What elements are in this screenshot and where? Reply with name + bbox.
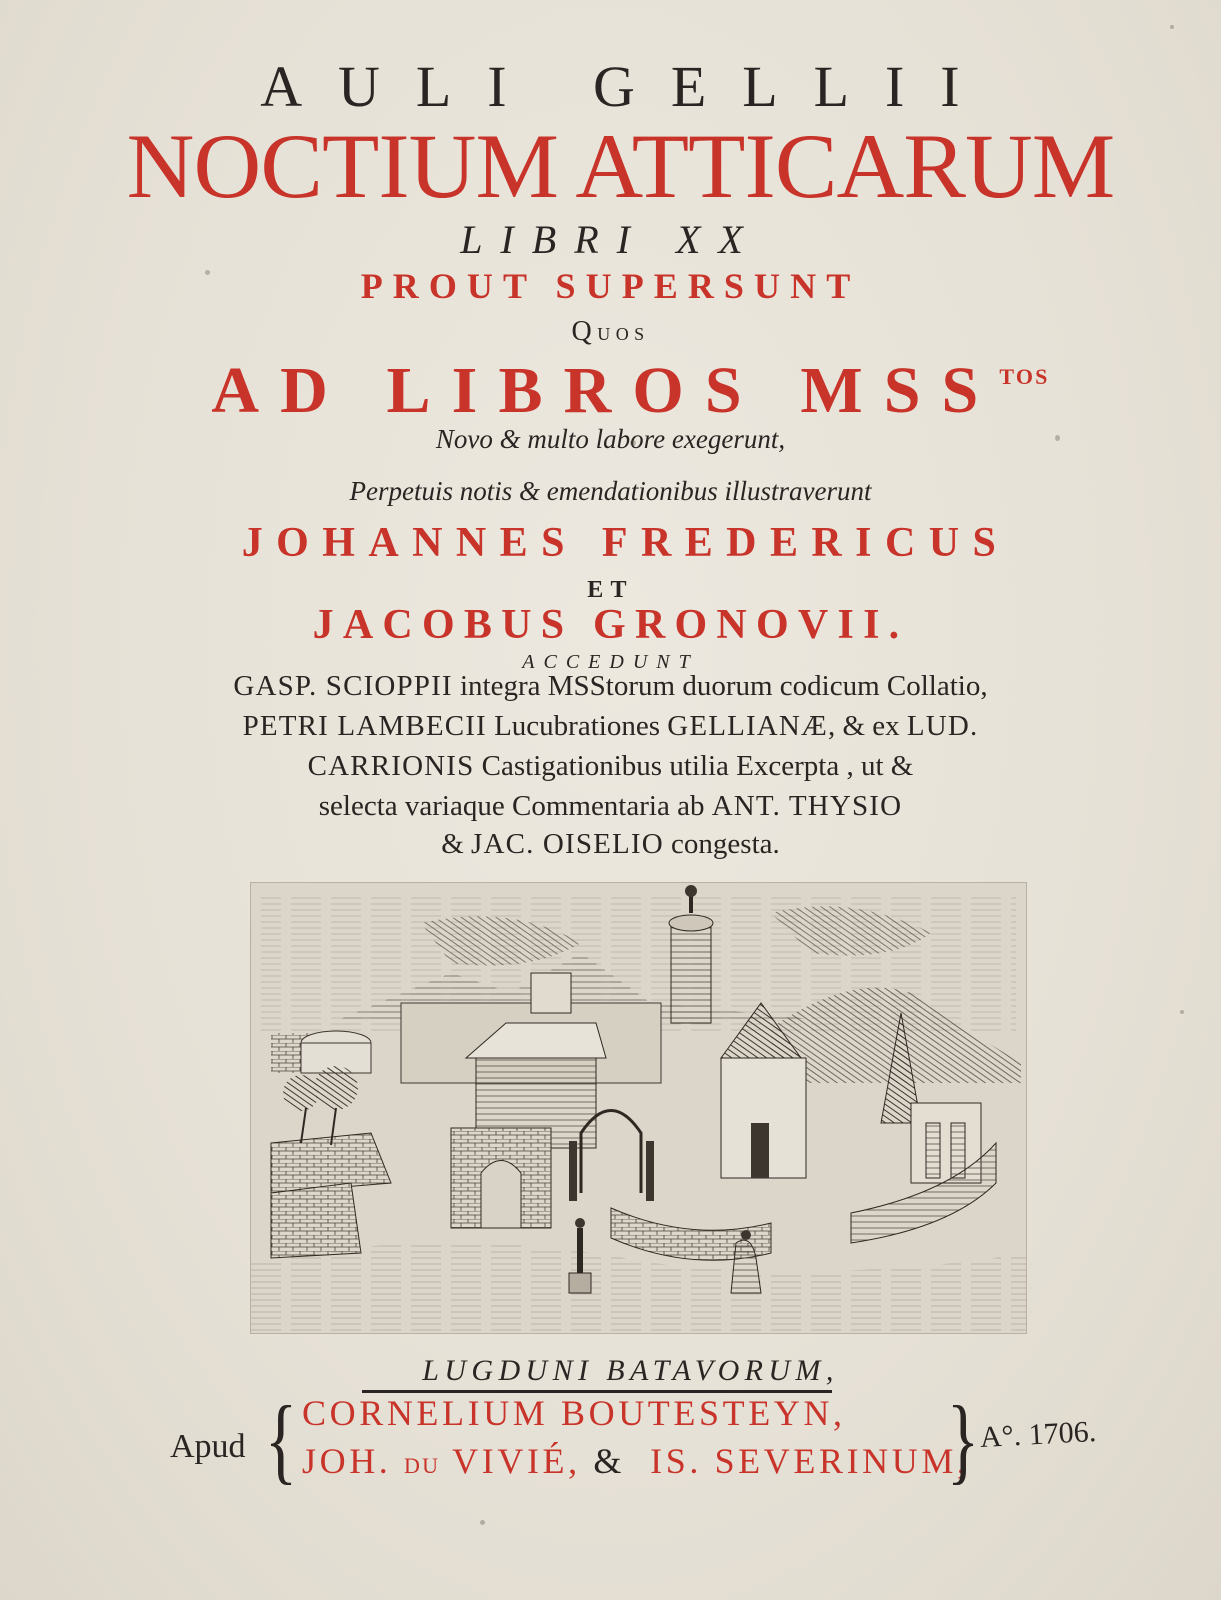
city-engraving-icon bbox=[251, 883, 1026, 1333]
body-text: & bbox=[441, 828, 472, 860]
et-conjunction: ET bbox=[587, 577, 634, 603]
publisher-2-severinum: IS. SEVERINUM, bbox=[650, 1441, 970, 1481]
prout-supersunt: PROUT SUPERSUNT bbox=[360, 266, 861, 306]
accedunt-line-4 bbox=[0, 792, 1221, 821]
caps-text: GELLIANÆ bbox=[667, 710, 828, 742]
caps-text: GASP. SCIOPPII bbox=[233, 670, 453, 702]
right-brace-icon: } bbox=[946, 1386, 980, 1493]
ad-libros-superscript: TOS bbox=[999, 364, 1050, 389]
quos-rest: UOS bbox=[597, 324, 650, 344]
quos-initial: Q bbox=[571, 316, 598, 347]
body-text: integra MSStorum duorum codicum Collatio, bbox=[452, 670, 988, 702]
editor-johannes: JOHANNES FREDERICUS bbox=[241, 520, 1010, 566]
body-text: congesta. bbox=[663, 828, 780, 860]
ad-libros-line bbox=[20, 354, 1221, 427]
book-title: NOCTIUM ATTICARUM bbox=[126, 115, 1115, 217]
body-text: Castigationibus utilia Excerpta , ut & bbox=[474, 750, 914, 782]
editor-jacobus: JACOBUS GRONOVII. bbox=[312, 602, 909, 648]
caps-text: PETRI LAMBECII bbox=[242, 710, 487, 742]
accedunt-line-2 bbox=[0, 712, 1221, 741]
imprint-place: LUGDUNI BATAVORUM, bbox=[422, 1354, 839, 1387]
body-text: selecta variaque Commentaria ab bbox=[318, 790, 712, 822]
ampersand: & bbox=[593, 1441, 625, 1481]
publication-year: A°. 1706. bbox=[979, 1414, 1097, 1455]
quos-line bbox=[0, 318, 1221, 346]
caps-text: ANT. THYSIO bbox=[711, 790, 903, 822]
body-text: Lucubrationes bbox=[486, 710, 668, 742]
paper-speck bbox=[1170, 25, 1174, 29]
author-name: AULI GELLII bbox=[260, 54, 996, 119]
paper-speck bbox=[480, 1520, 485, 1525]
libri-count: LIBRI XX bbox=[460, 217, 761, 262]
publisher-2-du: DU bbox=[404, 1453, 441, 1478]
caps-text: LUD. bbox=[906, 710, 979, 742]
ad-libros-text: AD LIBROS MSS bbox=[211, 354, 1000, 427]
publisher-2-vivie: VIVIÉ, bbox=[452, 1441, 581, 1481]
perpetuis-line: Perpetuis notis & emendationibus illustraverunt bbox=[349, 476, 872, 506]
paper-speck bbox=[1180, 1010, 1184, 1014]
accedunt-heading: ACCEDUNT bbox=[522, 651, 699, 673]
publisher-1: CORNELIUM BOUTESTEYN, bbox=[302, 1393, 846, 1433]
caps-text: CARRIONIS bbox=[307, 750, 475, 782]
accedunt-line-3 bbox=[0, 752, 1221, 781]
accedunt-line-1 bbox=[0, 672, 1221, 701]
apud-label: Apud bbox=[170, 1428, 246, 1465]
left-brace-icon: { bbox=[264, 1386, 298, 1493]
paper-speck bbox=[630, 440, 636, 446]
novo-line: Novo & multo labore exegerunt, bbox=[435, 424, 786, 454]
paper-speck bbox=[1055, 435, 1060, 441]
publisher-2 bbox=[302, 1443, 970, 1479]
body-text: , & ex bbox=[827, 710, 907, 742]
publisher-2-joh: JOH. bbox=[302, 1441, 392, 1481]
accedunt-line-5 bbox=[0, 830, 1221, 859]
engraving-vignette bbox=[250, 882, 1027, 1334]
caps-text: JAC. OISELIO bbox=[471, 828, 664, 860]
paper-speck bbox=[205, 270, 210, 275]
